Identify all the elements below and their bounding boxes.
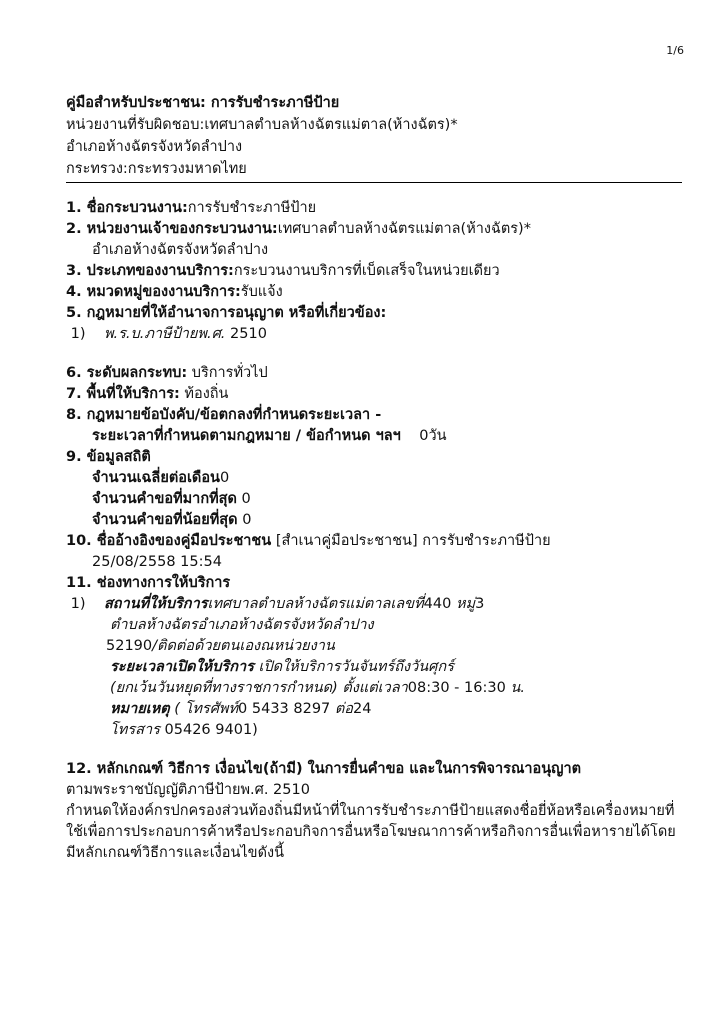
item-9-min: [66, 510, 682, 531]
service-fax: 05426 9401): [164, 722, 258, 738]
item-7: [66, 384, 682, 405]
service-place-moo-label: หมู่: [455, 596, 476, 612]
responsible-unit: หน่วยงานที่รับผิดชอบ:เทศบาลตำบลห้างฉัตรแม่ตาล(ห้างฉัตร)*: [66, 117, 458, 133]
item-11-channel-1-number: 1): [70, 596, 86, 612]
service-hours-detail: [66, 678, 682, 699]
item-6: [66, 363, 682, 384]
service-fax-label: โทรสาร: [110, 722, 160, 738]
item-12-line1: ตามพระราชบัญญัติภาษีป้ายพ.ศ. 2510: [66, 782, 310, 798]
item-1-value: การรับชำระภาษีป้าย: [187, 200, 317, 216]
item-6-label: 6. ระดับผลกระทบ:: [66, 365, 188, 381]
service-hours-value: เปิดให้บริการวันจันทร์ถึงวันศุกร์: [258, 659, 454, 675]
service-hours-from: ตั้งแต่เวลา: [342, 680, 408, 696]
item-1-label: 1. ชื่อกระบวนงาน:: [66, 200, 188, 216]
item-8-label: 8. กฎหมายข้อบังคับ/ข้อตกลงที่กำหนดระยะเวลา -: [66, 407, 382, 423]
item-10-date: 25/08/2558 15:54: [92, 554, 222, 570]
item-7-label: 7. พื้นที่ให้บริการ:: [66, 386, 180, 402]
item-5-law-1-year: 2510: [230, 326, 267, 342]
item-12-paragraph: กำหนดให้องค์กรปกครองส่วนท้องถิ่นมีหน้าที่ในการรับชำระภาษีป้ายแสดงชื่อยี่ห้อหรือเครื่องหมายที่ใช้เพื่อการประกอบการค้าหรือประกอบกิจการอื่นหรือโฆษณาการค้าหรือกิจการอื่นเพื่อหารายได้โดยมีหลักเกณฑ์วิธีการและเงื่อนไขดังนี้: [66, 803, 676, 861]
item-9-min-label: จำนวนคำขอที่น้อยที่สุด: [92, 512, 238, 528]
service-fax-line: [66, 720, 682, 741]
item-9-average-value: 0: [219, 470, 230, 486]
item-12-label: 12. หลักเกณฑ์ วิธีการ เงื่อนไข(ถ้ามี) ในการยื่นคำขอ และในการพิจารณาอนุญาต: [66, 761, 582, 777]
item-1: [66, 198, 682, 219]
service-postcode: 52190: [106, 638, 153, 654]
spacer: [66, 345, 682, 363]
item-11-label: 11. ช่องทางการให้บริการ: [66, 575, 231, 591]
ministry: กระทรวง:กระทรวงมหาดไทย: [66, 161, 247, 177]
service-postcode-line: [66, 636, 682, 657]
item-9-label: 9. ข้อมูลสถิติ: [66, 449, 151, 465]
service-place-value: เทศบาลตำบลห้างฉัตรแม่ตาลเลขที่: [207, 596, 424, 612]
service-hours-unit: น.: [510, 680, 525, 696]
item-10: [66, 531, 682, 552]
header-divider: [66, 182, 682, 183]
service-ext-label: ต่อ: [334, 701, 354, 717]
item-9-max-label: จำนวนคำขอที่มากที่สุด: [92, 491, 237, 507]
service-remark-line: [66, 699, 682, 720]
service-place-moo-value: 3: [475, 596, 485, 612]
item-2: [66, 219, 682, 240]
item-4-value: รับแจ้ง: [240, 284, 283, 300]
item-4: [66, 282, 682, 303]
spacer: [66, 741, 682, 759]
service-phone: 0 5433 8297: [238, 701, 331, 717]
document-header: [66, 92, 682, 180]
item-11-channel-1: [66, 594, 682, 615]
service-hours-note: (ยกเว้นวันหยุดที่ทางราชการกำหนด): [110, 680, 338, 696]
service-hours-label: ระยะเวลาเปิดให้บริการ: [110, 659, 254, 675]
item-5-label: 5. กฎหมายที่ให้อำนาจการอนุญาต หรือที่เกี่ยวข้อง:: [66, 305, 387, 321]
item-4-label: 4. หมวดหมู่ของงานบริการ:: [66, 284, 241, 300]
item-9-average-label: จำนวนเฉลี่ยต่อเดือน: [92, 470, 220, 486]
service-place-line2: ตำบลห้างฉัตรอำเภอห้างฉัตรจังหวัดลำปาง: [110, 617, 374, 633]
item-8-duration: [66, 426, 682, 447]
service-hours-line: [66, 657, 682, 678]
item-2-label: 2. หน่วยงานเจ้าของกระบวนงาน:: [66, 221, 278, 237]
service-remark-open: ( โทรศัพท์: [174, 701, 239, 717]
item-5-law-1: [66, 324, 682, 345]
item-2-value: เทศบาลตำบลห้างฉัตรแม่ตาล(ห้างฉัตร)*: [277, 221, 531, 237]
item-9-min-value: 0: [242, 512, 252, 528]
service-contact: /ติดต่อด้วยตนเองณหน่วยงาน: [152, 638, 335, 654]
item-6-value: บริการทั่วไป: [191, 365, 268, 381]
item-3-label: 3. ประเภทของงานบริการ:: [66, 263, 234, 279]
item-5-law-1-number: 1): [70, 326, 86, 342]
document-body: [66, 198, 682, 864]
service-hours-time: 08:30 - 16:30: [407, 680, 506, 696]
item-5-law-1-text: พ.ร.บ.ภาษีป้ายพ.ศ.: [103, 326, 226, 342]
item-10-value: [สำเนาคู่มือประชาชน] การรับชำระภาษีป้าย: [275, 533, 551, 549]
service-place-number: 440: [423, 596, 452, 612]
item-9-max-value: 0: [241, 491, 251, 507]
service-place-label: สถานที่ให้บริการ: [103, 596, 208, 612]
item-2-value-line2: อำเภอห้างฉัตรจังหวัดลำปาง: [92, 242, 269, 258]
service-remark-label: หมายเหตุ: [110, 701, 170, 717]
item-9-average: [66, 468, 682, 489]
service-ext: 24: [353, 701, 372, 717]
item-3-value: กระบวนงานบริการที่เบ็ดเสร็จในหน่วยเดียว: [233, 263, 500, 279]
item-3: [66, 261, 682, 282]
item-9-max: [66, 489, 682, 510]
item-10-label: 10. ชื่ออ้างอิงของคู่มือประชาชน: [66, 533, 272, 549]
district: อำเภอห้างฉัตรจังหวัดลำปาง: [66, 139, 243, 155]
item-8-duration-label: ระยะเวลาที่กำหนดตามกฎหมาย / ข้อกำหนด ฯลฯ: [92, 428, 401, 444]
page-number: 1/6: [666, 44, 684, 57]
item-7-value: ท้องถิ่น: [184, 386, 229, 402]
item-8-duration-value: 0วัน: [419, 428, 447, 444]
document-title: คู่มือสำหรับประชาชน: การรับชำระภาษีป้าย: [66, 95, 340, 111]
